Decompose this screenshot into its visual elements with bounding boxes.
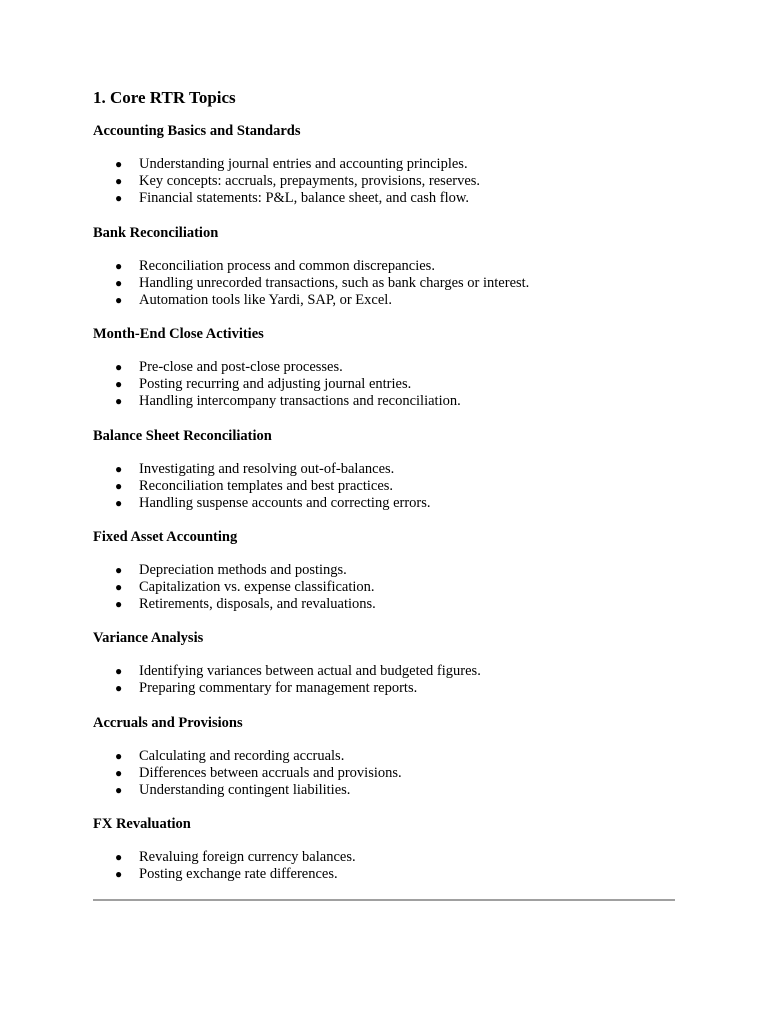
section-balance-sheet-reconciliation bbox=[93, 427, 675, 512]
bullet-icon: ● bbox=[115, 394, 123, 408]
bullet-icon: ● bbox=[115, 749, 123, 763]
list-item: ● Differences between accruals and provisions. bbox=[115, 765, 402, 781]
list-item: ● Investigating and resolving out-of-balances. bbox=[115, 461, 395, 477]
section-heading: Fixed Asset Accounting bbox=[93, 529, 238, 545]
section-heading: FX Revaluation bbox=[93, 816, 191, 832]
bullet-list bbox=[93, 359, 675, 410]
bullet-icon: ● bbox=[115, 191, 123, 205]
bullet-list bbox=[93, 562, 675, 613]
list-item: ● Posting recurring and adjusting journal entries. bbox=[115, 376, 412, 392]
section-fx-revaluation bbox=[93, 815, 675, 883]
list-item: ● Preparing commentary for management reports. bbox=[115, 680, 418, 696]
bullet-icon: ● bbox=[115, 462, 123, 476]
list-item: ● Calculating and recording accruals. bbox=[115, 748, 345, 764]
section-accounting-basics bbox=[93, 122, 675, 207]
list-item: ● Handling unrecorded transactions, such as bank charges or interest. bbox=[115, 275, 530, 291]
bullet-icon: ● bbox=[115, 867, 123, 881]
list-item: ● Reconciliation templates and best practices. bbox=[115, 478, 394, 494]
bullet-icon: ● bbox=[115, 360, 123, 374]
list-item: ● Identifying variances between actual and budgeted figures. bbox=[115, 663, 481, 679]
bullet-icon: ● bbox=[115, 293, 123, 307]
bullet-list bbox=[93, 461, 675, 512]
section-heading: Bank Reconciliation bbox=[93, 225, 219, 241]
list-item: ● Capitalization vs. expense classification. bbox=[115, 579, 375, 595]
section-heading: Accounting Basics and Standards bbox=[93, 123, 301, 139]
list-item: ● Key concepts: accruals, prepayments, provisions, reserves. bbox=[115, 173, 481, 189]
bullet-icon: ● bbox=[115, 496, 123, 510]
bullet-list bbox=[93, 258, 675, 309]
list-item: ● Depreciation methods and postings. bbox=[115, 562, 347, 578]
horizontal-divider bbox=[93, 899, 675, 901]
bullet-icon: ● bbox=[115, 563, 123, 577]
bullet-icon: ● bbox=[115, 597, 123, 611]
bullet-icon: ● bbox=[115, 377, 123, 391]
bullet-list bbox=[93, 849, 675, 883]
bullet-icon: ● bbox=[115, 783, 123, 797]
section-fixed-asset-accounting bbox=[93, 528, 675, 613]
list-item: ● Posting exchange rate differences. bbox=[115, 866, 338, 882]
bullet-icon: ● bbox=[115, 276, 123, 290]
list-item: ● Understanding contingent liabilities. bbox=[115, 782, 351, 798]
bullet-icon: ● bbox=[115, 766, 123, 780]
bullet-icon: ● bbox=[115, 580, 123, 594]
list-item: ● Reconciliation process and common discrepancies. bbox=[115, 258, 435, 274]
bullet-icon: ● bbox=[115, 664, 123, 678]
bullet-list bbox=[93, 156, 675, 207]
section-accruals-provisions bbox=[93, 714, 675, 799]
bullet-icon: ● bbox=[115, 850, 123, 864]
bullet-icon: ● bbox=[115, 479, 123, 493]
section-heading: Balance Sheet Reconciliation bbox=[93, 428, 272, 444]
section-heading: Variance Analysis bbox=[93, 630, 204, 646]
list-item: ● Understanding journal entries and accounting principles. bbox=[115, 156, 468, 172]
section-heading: Month-End Close Activities bbox=[93, 326, 264, 342]
section-bank-reconciliation bbox=[93, 224, 675, 309]
bullet-list bbox=[93, 663, 675, 697]
section-heading: Accruals and Provisions bbox=[93, 715, 243, 731]
list-item: ● Revaluing foreign currency balances. bbox=[115, 849, 356, 865]
bullet-icon: ● bbox=[115, 157, 123, 171]
section-variance-analysis bbox=[93, 629, 675, 697]
list-item: ● Retirements, disposals, and revaluations. bbox=[115, 596, 376, 612]
bullet-icon: ● bbox=[115, 681, 123, 695]
list-item: ● Automation tools like Yardi, SAP, or Excel. bbox=[115, 292, 392, 308]
page-title: 1. Core RTR Topics bbox=[93, 88, 236, 107]
section-month-end-close bbox=[93, 325, 675, 410]
list-item: ● Handling suspense accounts and correcting errors. bbox=[115, 495, 431, 511]
list-item: ● Financial statements: P&L, balance sheet, and cash flow. bbox=[115, 190, 470, 206]
bullet-icon: ● bbox=[115, 259, 123, 273]
bullet-icon: ● bbox=[115, 174, 123, 188]
document-page bbox=[93, 86, 675, 883]
list-item: ● Handling intercompany transactions and reconciliation. bbox=[115, 393, 461, 409]
bullet-list bbox=[93, 748, 675, 799]
list-item: ● Pre-close and post-close processes. bbox=[115, 359, 343, 375]
